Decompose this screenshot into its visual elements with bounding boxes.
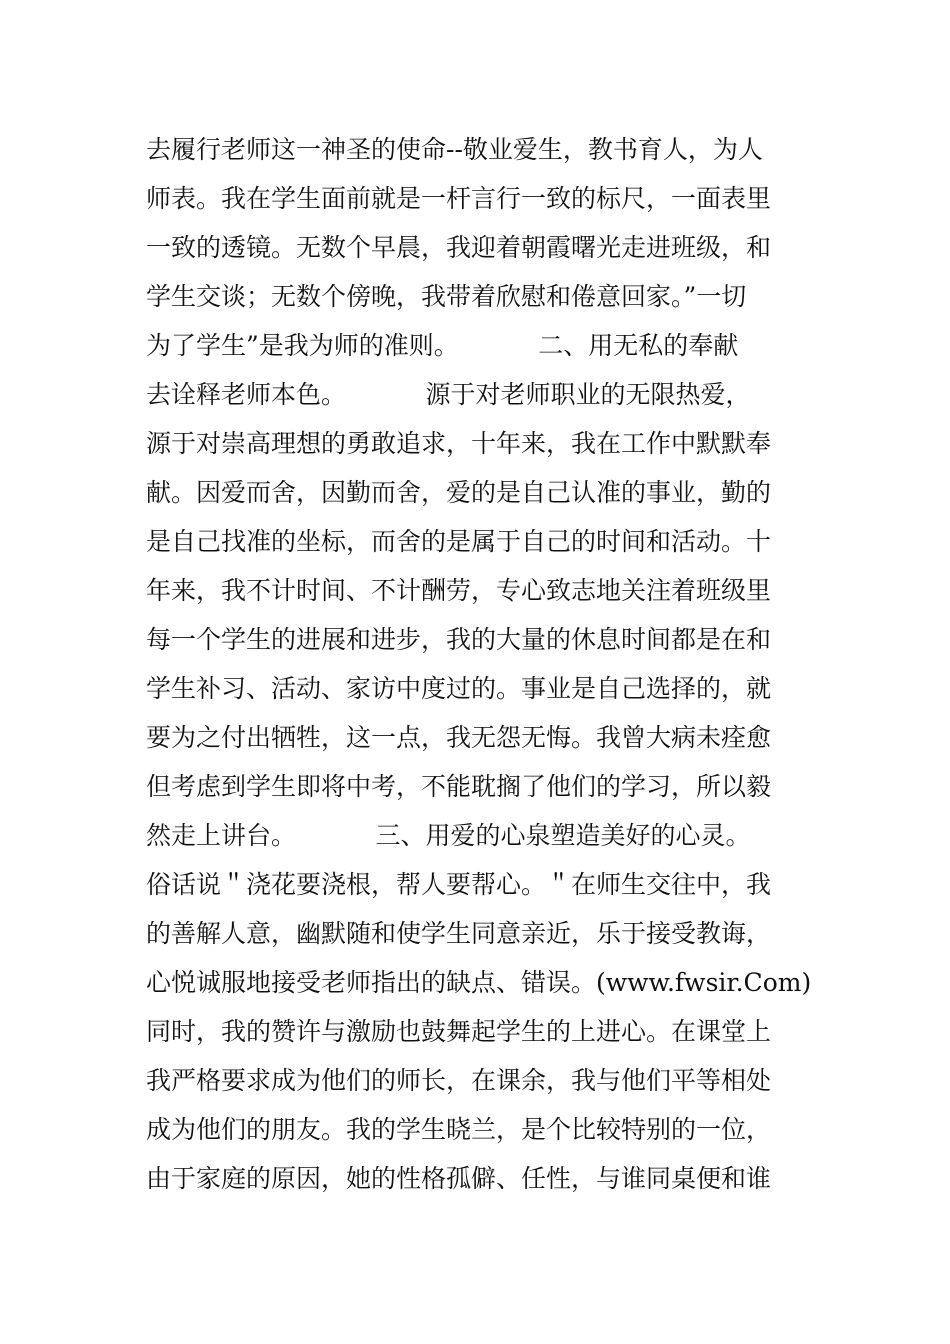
text-line: 俗话说＂浇花要浇根，帮人要帮心。＂在师生交往中，我	[146, 870, 772, 899]
text-line: 然走上讲台。 三、用爱的心泉塑造美好的心灵。	[146, 821, 751, 850]
text-line: 要为之付出牺牲，这一点，我无怨无悔。我曾大病未痊愈	[146, 723, 772, 752]
text-line: 为了学生”是我为师的准则。 二、用无私的奉献	[146, 331, 739, 360]
text-line: 我严格要求成为他们的师长，在课余，我与他们平等相处	[146, 1066, 772, 1095]
text-line: 的善解人意，幽默随和使学生同意亲近，乐于接受教诲，	[146, 919, 772, 948]
text-line: 成为他们的朋友。我的学生晓兰，是个比较特别的一位，	[146, 1115, 772, 1144]
text-line: 献。因爱而舍，因勤而舍，爱的是自己认准的事业，勤的	[146, 478, 772, 507]
text-line: 学生交谈；无数个傍晚，我带着欣慰和倦意回家。”一切	[146, 282, 747, 311]
text-line: 每一个学生的进展和进步，我的大量的休息时间都是在和	[146, 625, 772, 654]
text-line: 年来，我不计时间、不计酬劳，专心致志地关注着班级里	[146, 576, 772, 605]
text-line: 学生补习、活动、家访中度过的。事业是自己选择的，就	[146, 674, 772, 703]
text-line: 同时，我的赞许与激励也鼓舞起学生的上进心。在课堂上	[146, 1017, 772, 1046]
text-line: 心悦诚服地接受老师指出的缺点、错误。(www.fwsir.Com)	[146, 968, 812, 997]
text-line: 一致的透镜。无数个早晨，我迎着朝霞曙光走进班级，和	[146, 233, 772, 262]
text-line: 由于家庭的原因，她的性格孤僻、任性，与谁同桌便和谁	[146, 1164, 772, 1193]
text-line: 师表。我在学生面前就是一杆言行一致的标尺，一面表里	[146, 184, 772, 213]
text-line: 去履行老师这一神圣的使命--敬业爱生，教书育人，为人	[146, 135, 763, 164]
text-line: 源于对崇高理想的勇敢追求，十年来，我在工作中默默奉	[146, 429, 772, 458]
text-line: 去诠释老师本色。 源于对老师职业的无限热爱，	[146, 380, 751, 409]
text-line: 但考虑到学生即将中考，不能耽搁了他们的学习，所以毅	[146, 772, 772, 801]
text-line: 是自己找准的坐标，而舍的是属于自己的时间和活动。十	[146, 527, 772, 556]
